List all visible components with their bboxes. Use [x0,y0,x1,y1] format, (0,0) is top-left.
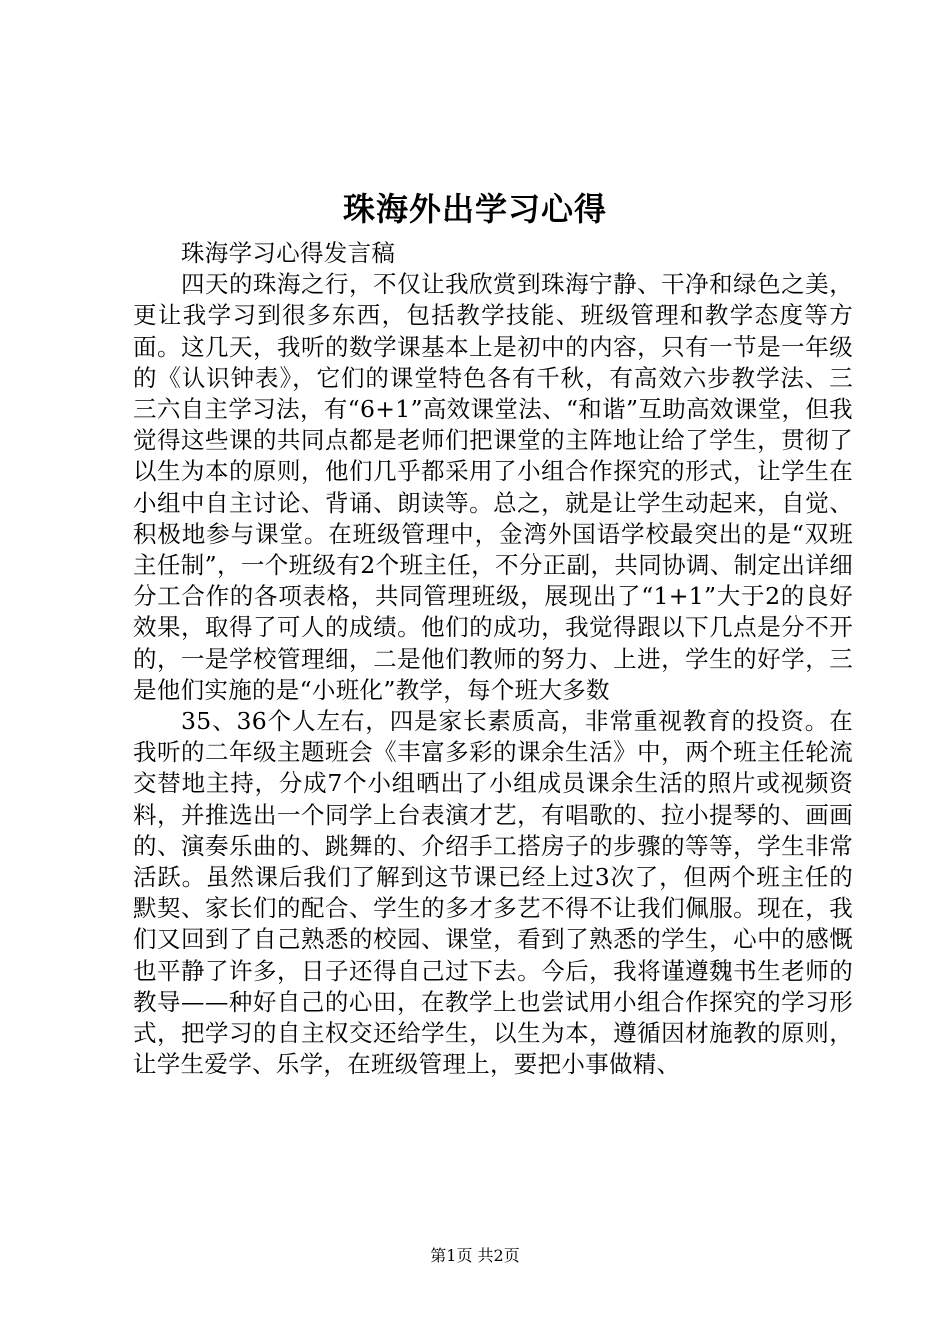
body-paragraph-1: 四天的珠海之行，不仅让我欣赏到珠海宁静、干净和绿色之美，更让我学习到很多东西，包括教学技能、班级管理和教学态度等方面。这几天，我听的数学课基本上是初中的内容，只有一节是一年级的《认识钟表》，它们的课堂特色各有千秋，有高效六步教学法、三三六自主学习法，有“6+1”高效课堂法、“和谐”互助高效课堂，但我觉得这些课的共同点都是老师们把课堂的主阵地让给了学生，贯彻了以生为本的原则，他们几乎都采用了小组合作探究的形式，让学生在小组中自主讨论、背诵、朗读等。总之，就是让学生动起来，自觉、积极地参与课堂。在班级管理中，金湾外国语学校最突出的是“双班主任制”，一个班级有2个班主任，不分正副，共同协调、制定出详细分工合作的各项表格，共同管理班级，展现出了“1+1”大于2的良好效果，取得了可人的成绩。他们的成功，我觉得跟以下几点是分不开的，一是学校管理细，二是他们教师的努力、上进，学生的好学，三是他们实施的是“小班化”教学，每个班大多数 [133,270,853,704]
page-number-footer: 第1页 共2页 [430,1246,520,1265]
document-title: 珠海外出学习心得 [342,190,607,228]
document-subtitle: 珠海学习心得发言稿 [181,239,396,267]
document-body [133,238,853,1080]
body-paragraph-2: 35、36个人左右，四是家长素质高，非常重视教育的投资。在我听的二年级主题班会《丰富多彩的课余生活》中，两个班主任轮流交替地主持，分成7个小组晒出了小组成员课余生活的照片或视频资料，并推选出一个同学上台表演才艺，有唱歌的、拉小提琴的、画画的、演奏乐曲的、跳舞的、介绍手工搭房子的步骤的等等，学生非常活跃。虽然课后我们了解到这节课已经上过3次了，但两个班主任的默契、家长们的配合、学生的多才多艺不得不让我们佩服。现在，我们又回到了自己熟悉的校园、课堂，看到了熟悉的学生，心中的感慨也平静了许多，日子还得自己过下去。今后，我将谨遵魏书生老师的教导——种好自己的心田，在教学上也尝试用小组合作探究的学习形式，把学习的自主权交还给学生，以生为本，遵循因材施教的原则，让学生爱学、乐学，在班级管理上，要把小事做精、 [133,707,853,1079]
